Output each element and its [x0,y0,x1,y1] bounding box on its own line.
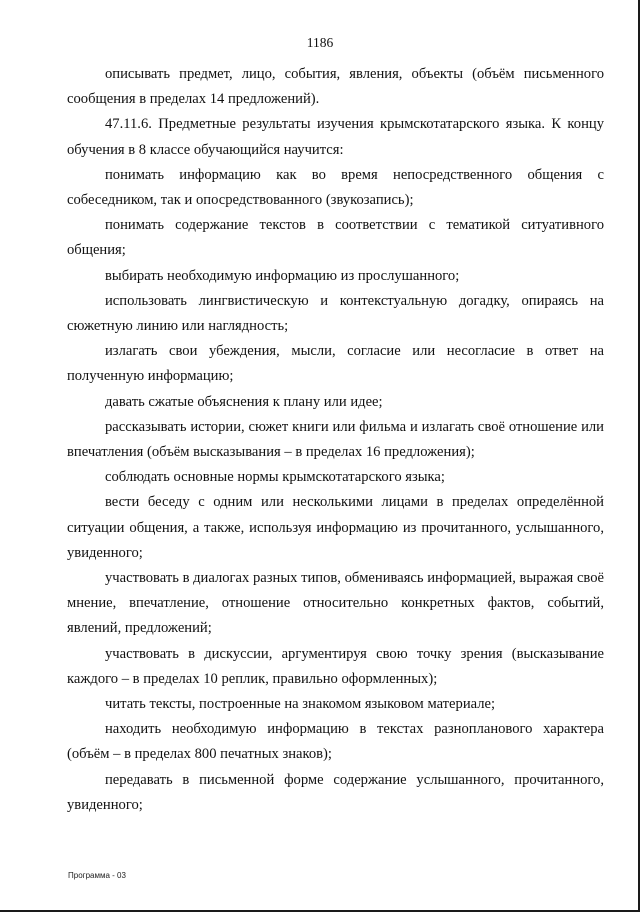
paragraph: давать сжатые объяснения к плану или идее; [105,393,383,410]
paragraph: рассказывать истории, сюжет книги или фильма и излагать своё отношение или впечатления (объём высказывания – в пределах 16 предложения); [67,418,604,461]
paragraph: использовать лингвистическую и контекстуальную догадку, опираясь на сюжетную линию или наглядность; [67,292,604,335]
page-footer: Программа - 03 [68,871,126,880]
paragraph: излагать свои убеждения, мысли, согласие или несогласие в ответ на полученную информацию; [67,343,604,385]
paragraph: 47.11.6. Предметные результаты изучения крымскотатарского языка. К концу обучения в 8 классе обучающийся научится: [67,116,604,158]
page-number: 1186 [306,35,334,50]
paragraph: описывать предмет, лицо, события, явления, объекты (объём письменного сообщения в пределах 14 предложений). [67,66,604,108]
paragraph: выбирать необходимую информацию из прослушанного; [105,267,460,284]
paragraph: участвовать в дискуссии, аргументируя свою точку зрения (высказывание каждого – в пределах 10 реплик, правильно оформленных); [67,645,604,687]
paragraph: участвовать в диалогах разных типов, обмениваясь информацией, выражая своё мнение, впечатление, отношение относительно конкретных фактов, событий, явлений, предложений; [67,570,604,637]
paragraph: вести беседу с одним или несколькими лицами в пределах определённой ситуации общения, а также, используя информацию из прочитанного, услышанного, увиденного; [67,494,604,561]
paragraph: соблюдать основные нормы крымскотатарского языка; [105,469,445,486]
paragraph: передавать в письменной форме содержание услышанного, прочитанного, увиденного; [67,771,604,813]
paragraph: понимать информацию как во время непосредственного общения с собеседником, так и опосредствованного (звукозапись); [67,166,604,209]
paragraph: понимать содержание текстов в соответствии с тематикой ситуативного общения; [67,217,604,259]
document-body [67,62,604,818]
paragraph: читать тексты, построенные на знакомом языковом материале; [105,696,496,713]
paragraph: находить необходимую информацию в текстах разнопланового характера (объём – в пределах 800 печатных знаков); [67,721,604,763]
